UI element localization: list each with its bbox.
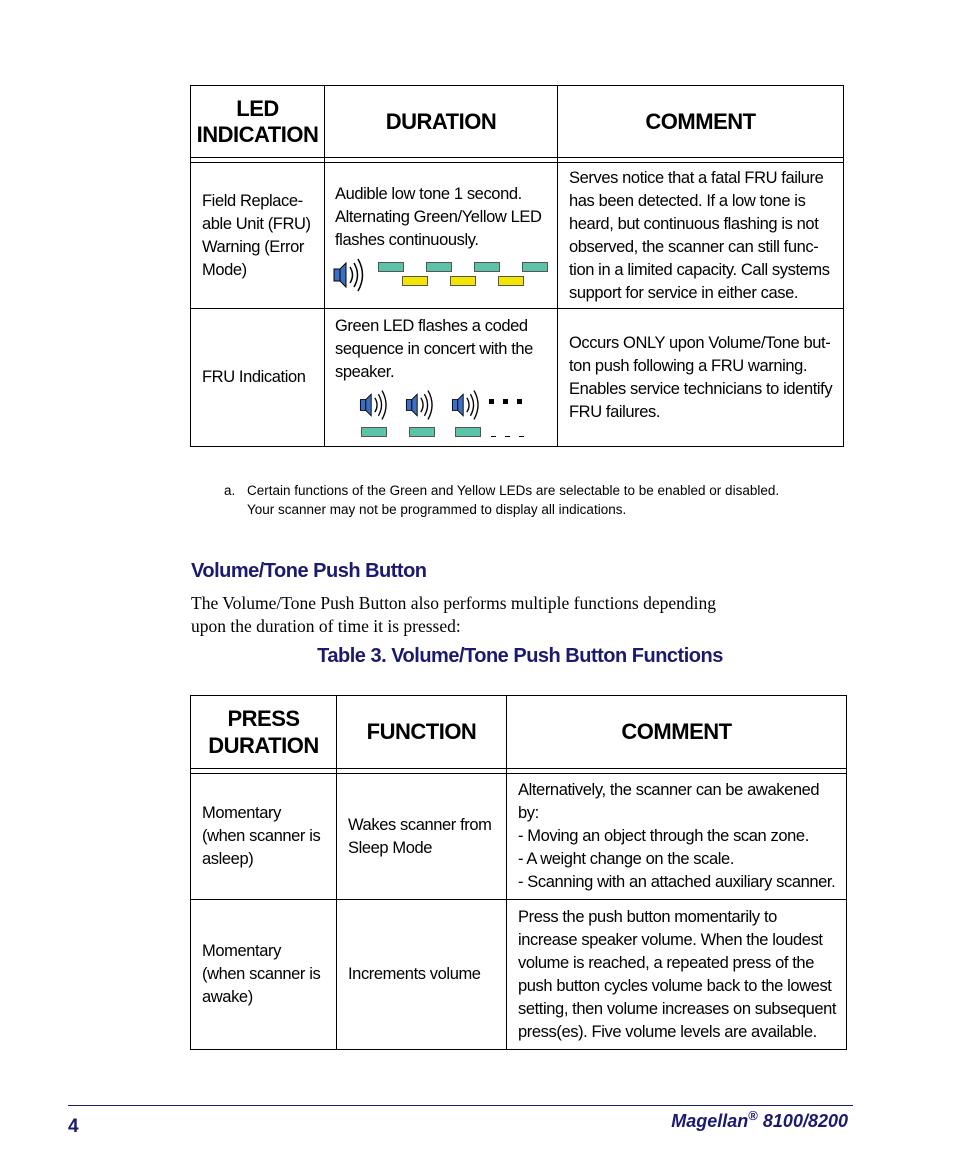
table-row — [191, 163, 844, 309]
green-led-icon — [426, 262, 452, 272]
led-indication-table — [190, 85, 844, 447]
header-led-indication: LED INDICATION — [191, 86, 325, 158]
speaker-icon — [401, 387, 437, 423]
speaker-icon — [355, 387, 391, 423]
footer-rule — [68, 1105, 853, 1106]
header-duration: DURATION — [325, 86, 558, 158]
continuation-dots — [489, 399, 527, 405]
green-led-icon — [409, 427, 435, 437]
comment-cell: Press the push button momentarily to increase speaker volume. When the loudest volume is reached, a repeated press of the push button cycles volume back to the lowest setting, then volume increases on subsequent press(es). Five volume levels are available. — [507, 900, 847, 1050]
table-header-row — [191, 696, 847, 769]
green-led-icon — [378, 262, 404, 272]
yellow-led-icon — [402, 276, 428, 286]
speaker-icon — [328, 255, 368, 295]
duration-cell: Green LED flashes a coded sequence in concert with the speaker. — [325, 309, 558, 447]
page-number: 4 — [68, 1116, 79, 1137]
function-cell: Wakes scanner from Sleep Mode — [337, 774, 507, 900]
header-comment: COMMENT — [507, 696, 847, 769]
comment-cell: Alternatively, the scanner can be awakened by: - Moving an object through the scan zone. - A weight change on the scale. - Scanning with an attached auxiliary scanner. — [507, 774, 847, 900]
press-cell: Momentary (when scanner is awake) — [191, 900, 337, 1050]
footer-product: Magellan® 8100/8200 — [671, 1108, 848, 1131]
press-cell: Momentary (when scanner is asleep) — [191, 774, 337, 900]
duration-cell: Audible low tone 1 second. Alternating Green/Yellow LED flashes continuously. — [325, 163, 558, 309]
push-button-table — [190, 695, 847, 1050]
table-row — [191, 774, 847, 900]
green-led-icon — [474, 262, 500, 272]
table-caption: Table 3. Volume/Tone Push Button Functions — [317, 645, 723, 667]
green-led-icon — [361, 427, 387, 437]
comment-cell: Occurs ONLY upon Volume/Tone but- ton push following a FRU warning. Enables service technicians to identify FRU failures. — [558, 309, 844, 447]
yellow-led-icon — [498, 276, 524, 286]
section-heading: Volume/Tone Push Button — [191, 560, 427, 582]
body-paragraph: The Volume/Tone Push Button also performs multiple functions depending upon the duration of time it is pressed: — [191, 593, 717, 636]
indication-cell: Field Replace- able Unit (FRU) Warning (Error Mode) — [191, 163, 325, 309]
comment-cell: Serves notice that a fatal FRU failure has been detected. If a low tone is heard, but continuous flashing is not observed, the scanner can still func- tion in a limited capacity. Call systems support for service in either case. — [558, 163, 844, 309]
indication-cell: FRU Indication — [191, 309, 325, 447]
continuation-dashes — [491, 436, 527, 438]
green-led-icon — [522, 262, 548, 272]
table-header-row — [191, 86, 844, 158]
yellow-led-icon — [450, 276, 476, 286]
speaker-icon — [447, 387, 483, 423]
header-comment: COMMENT — [558, 86, 844, 158]
function-cell: Increments volume — [337, 900, 507, 1050]
table-row — [191, 900, 847, 1050]
header-press-duration: PRESS DURATION — [191, 696, 337, 769]
footnote-marker: a. — [224, 483, 236, 498]
green-led-icon — [455, 427, 481, 437]
table-row — [191, 309, 844, 447]
footnote: a. Certain functions of the Green and Yellow LEDs are selectable to be enabled or disabled. Your scanner may not be programmed to display all indications. — [224, 483, 780, 517]
header-function: FUNCTION — [337, 696, 507, 769]
